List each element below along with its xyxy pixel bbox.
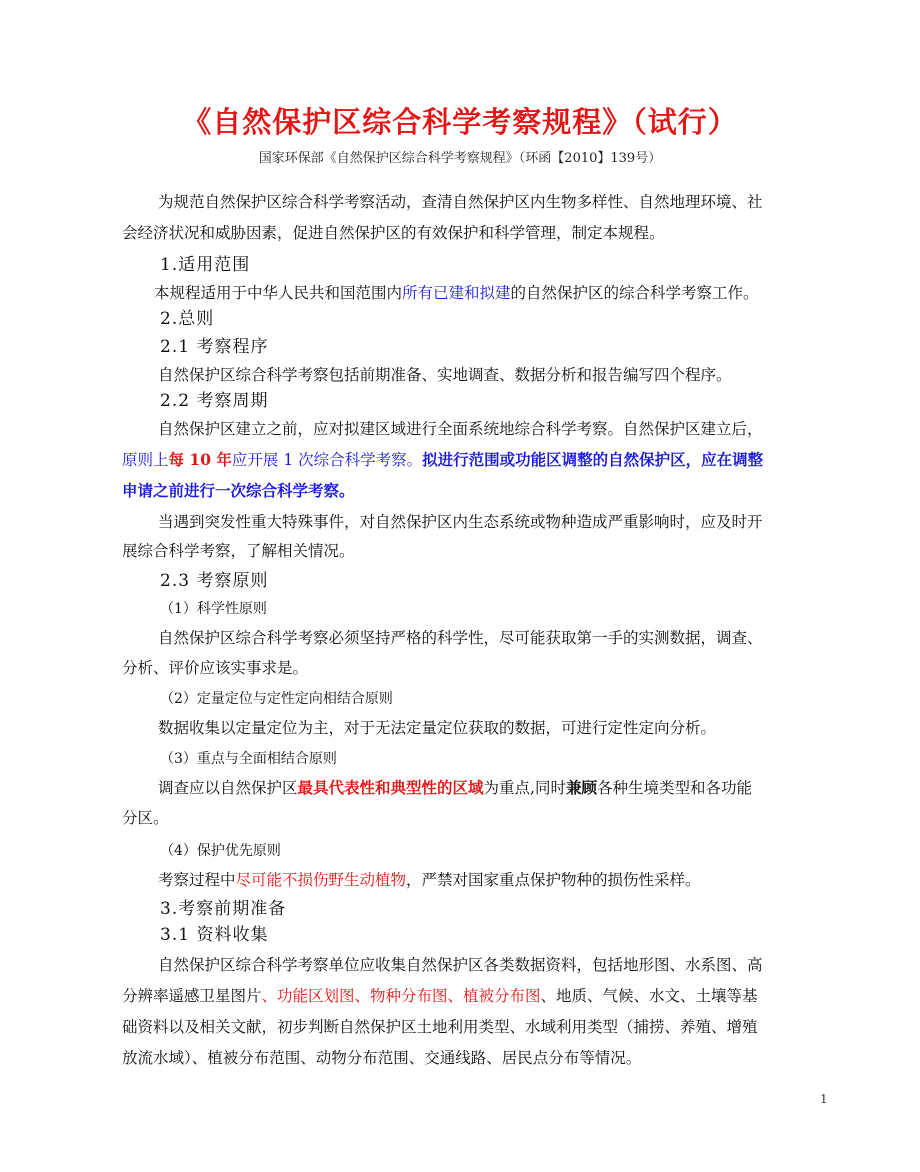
section-3-1-line-2: 分辨率遥感卫星图片、功能区划图、物种分布图、植被分布图、地质、气候、水文、土壤等基 bbox=[122, 987, 758, 1005]
intro-line-2: 会经济状况和威胁因素，促进自然保护区的有效保护和科学管理，制定本规程。 bbox=[122, 224, 665, 242]
section-2-2-line-2: 原则上每 10 年应开展 1 次综合科学考察。拟进行范围或功能区调整的自然保护区，应在调整 bbox=[122, 450, 764, 469]
section-3-1-line-3: 础资料以及相关文献，初步判断自然保护区土地利用类型、水域利用类型（捕捞、养殖、增殖 bbox=[122, 1018, 758, 1036]
section-2-2-line-5: 展综合科学考察，了解相关情况。 bbox=[122, 542, 355, 560]
section-1-text: 本规程适用于中华人民共和国范围内所有已建和拟建的自然保护区的综合科学考察工作。 bbox=[154, 284, 759, 302]
principle-4-label: （4）保护优先原则 bbox=[160, 843, 281, 859]
principle-2-line-1: 数据收集以定量定位为主，对于无法定量定位获取的数据，可进行定性定向分析。 bbox=[158, 719, 717, 737]
section-2-2-line-1: 自然保护区建立之前，应对拟建区域进行全面系统地综合科学考察。自然保护区建立后， bbox=[158, 420, 763, 438]
section-2-2-line-3: 申请之前进行一次综合科学考察。 bbox=[122, 481, 355, 500]
section-2-1-text: 自然保护区综合科学考察包括前期准备、实地调查、数据分析和报告编写四个程序。 bbox=[158, 366, 732, 384]
document-subtitle: 国家环保部《自然保护区综合科学考察规程》（环函【2010】139号） bbox=[258, 151, 662, 166]
intro-line-1: 为规范自然保护区综合科学考察活动，查清自然保护区内生物多样性、自然地理环境、社 bbox=[158, 193, 763, 211]
principle-1-label: （1）科学性原则 bbox=[160, 601, 267, 617]
section-3-1-line-1: 自然保护区综合科学考察单位应收集自然保护区各类数据资料，包括地形图、水系图、高 bbox=[158, 956, 763, 974]
section-2-1-heading: 2.1 考察程序 bbox=[160, 337, 269, 357]
principle-1-line-2: 分析、评价应该实事求是。 bbox=[122, 659, 309, 677]
section-3-1-heading: 3.1 资料收集 bbox=[160, 925, 269, 945]
document-title: 《自然保护区综合科学考察规程》（试行） bbox=[182, 105, 738, 139]
principle-4-line-1: 考察过程中尽可能不损伤野生动植物，严禁对国家重点保护物种的损伤性采样。 bbox=[158, 871, 701, 889]
page-number: 1 bbox=[820, 1092, 828, 1106]
section-2-2-heading: 2.2 考察周期 bbox=[160, 391, 269, 411]
section-3-1-line-4: 放流水域）、植被分布范围、动物分布范围、交通线路、居民点分布等情况。 bbox=[122, 1049, 642, 1067]
section-2-2-line-4: 当遇到突发性重大特殊事件，对自然保护区内生态系统或物种造成严重影响时，应及时开 bbox=[158, 513, 763, 531]
principle-1-line-1: 自然保护区综合科学考察必须坚持严格的科学性，尽可能获取第一手的实测数据，调查、 bbox=[158, 629, 763, 647]
principle-2-label: （2）定量定位与定性定向相结合原则 bbox=[160, 691, 393, 707]
section-2-3-heading: 2.3 考察原则 bbox=[160, 571, 269, 591]
section-2-heading: 2.总则 bbox=[160, 309, 215, 329]
principle-3-line-1: 调查应以自然保护区最具代表性和典型性的区域为重点,同时兼顾各种生境类型和各功能 bbox=[158, 778, 752, 797]
principle-3-label: （3）重点与全面相结合原则 bbox=[160, 751, 337, 767]
section-3-heading: 3.考察前期准备 bbox=[160, 899, 287, 919]
principle-3-line-2: 分区。 bbox=[122, 809, 169, 827]
section-1-heading: 1.适用范围 bbox=[160, 255, 251, 275]
